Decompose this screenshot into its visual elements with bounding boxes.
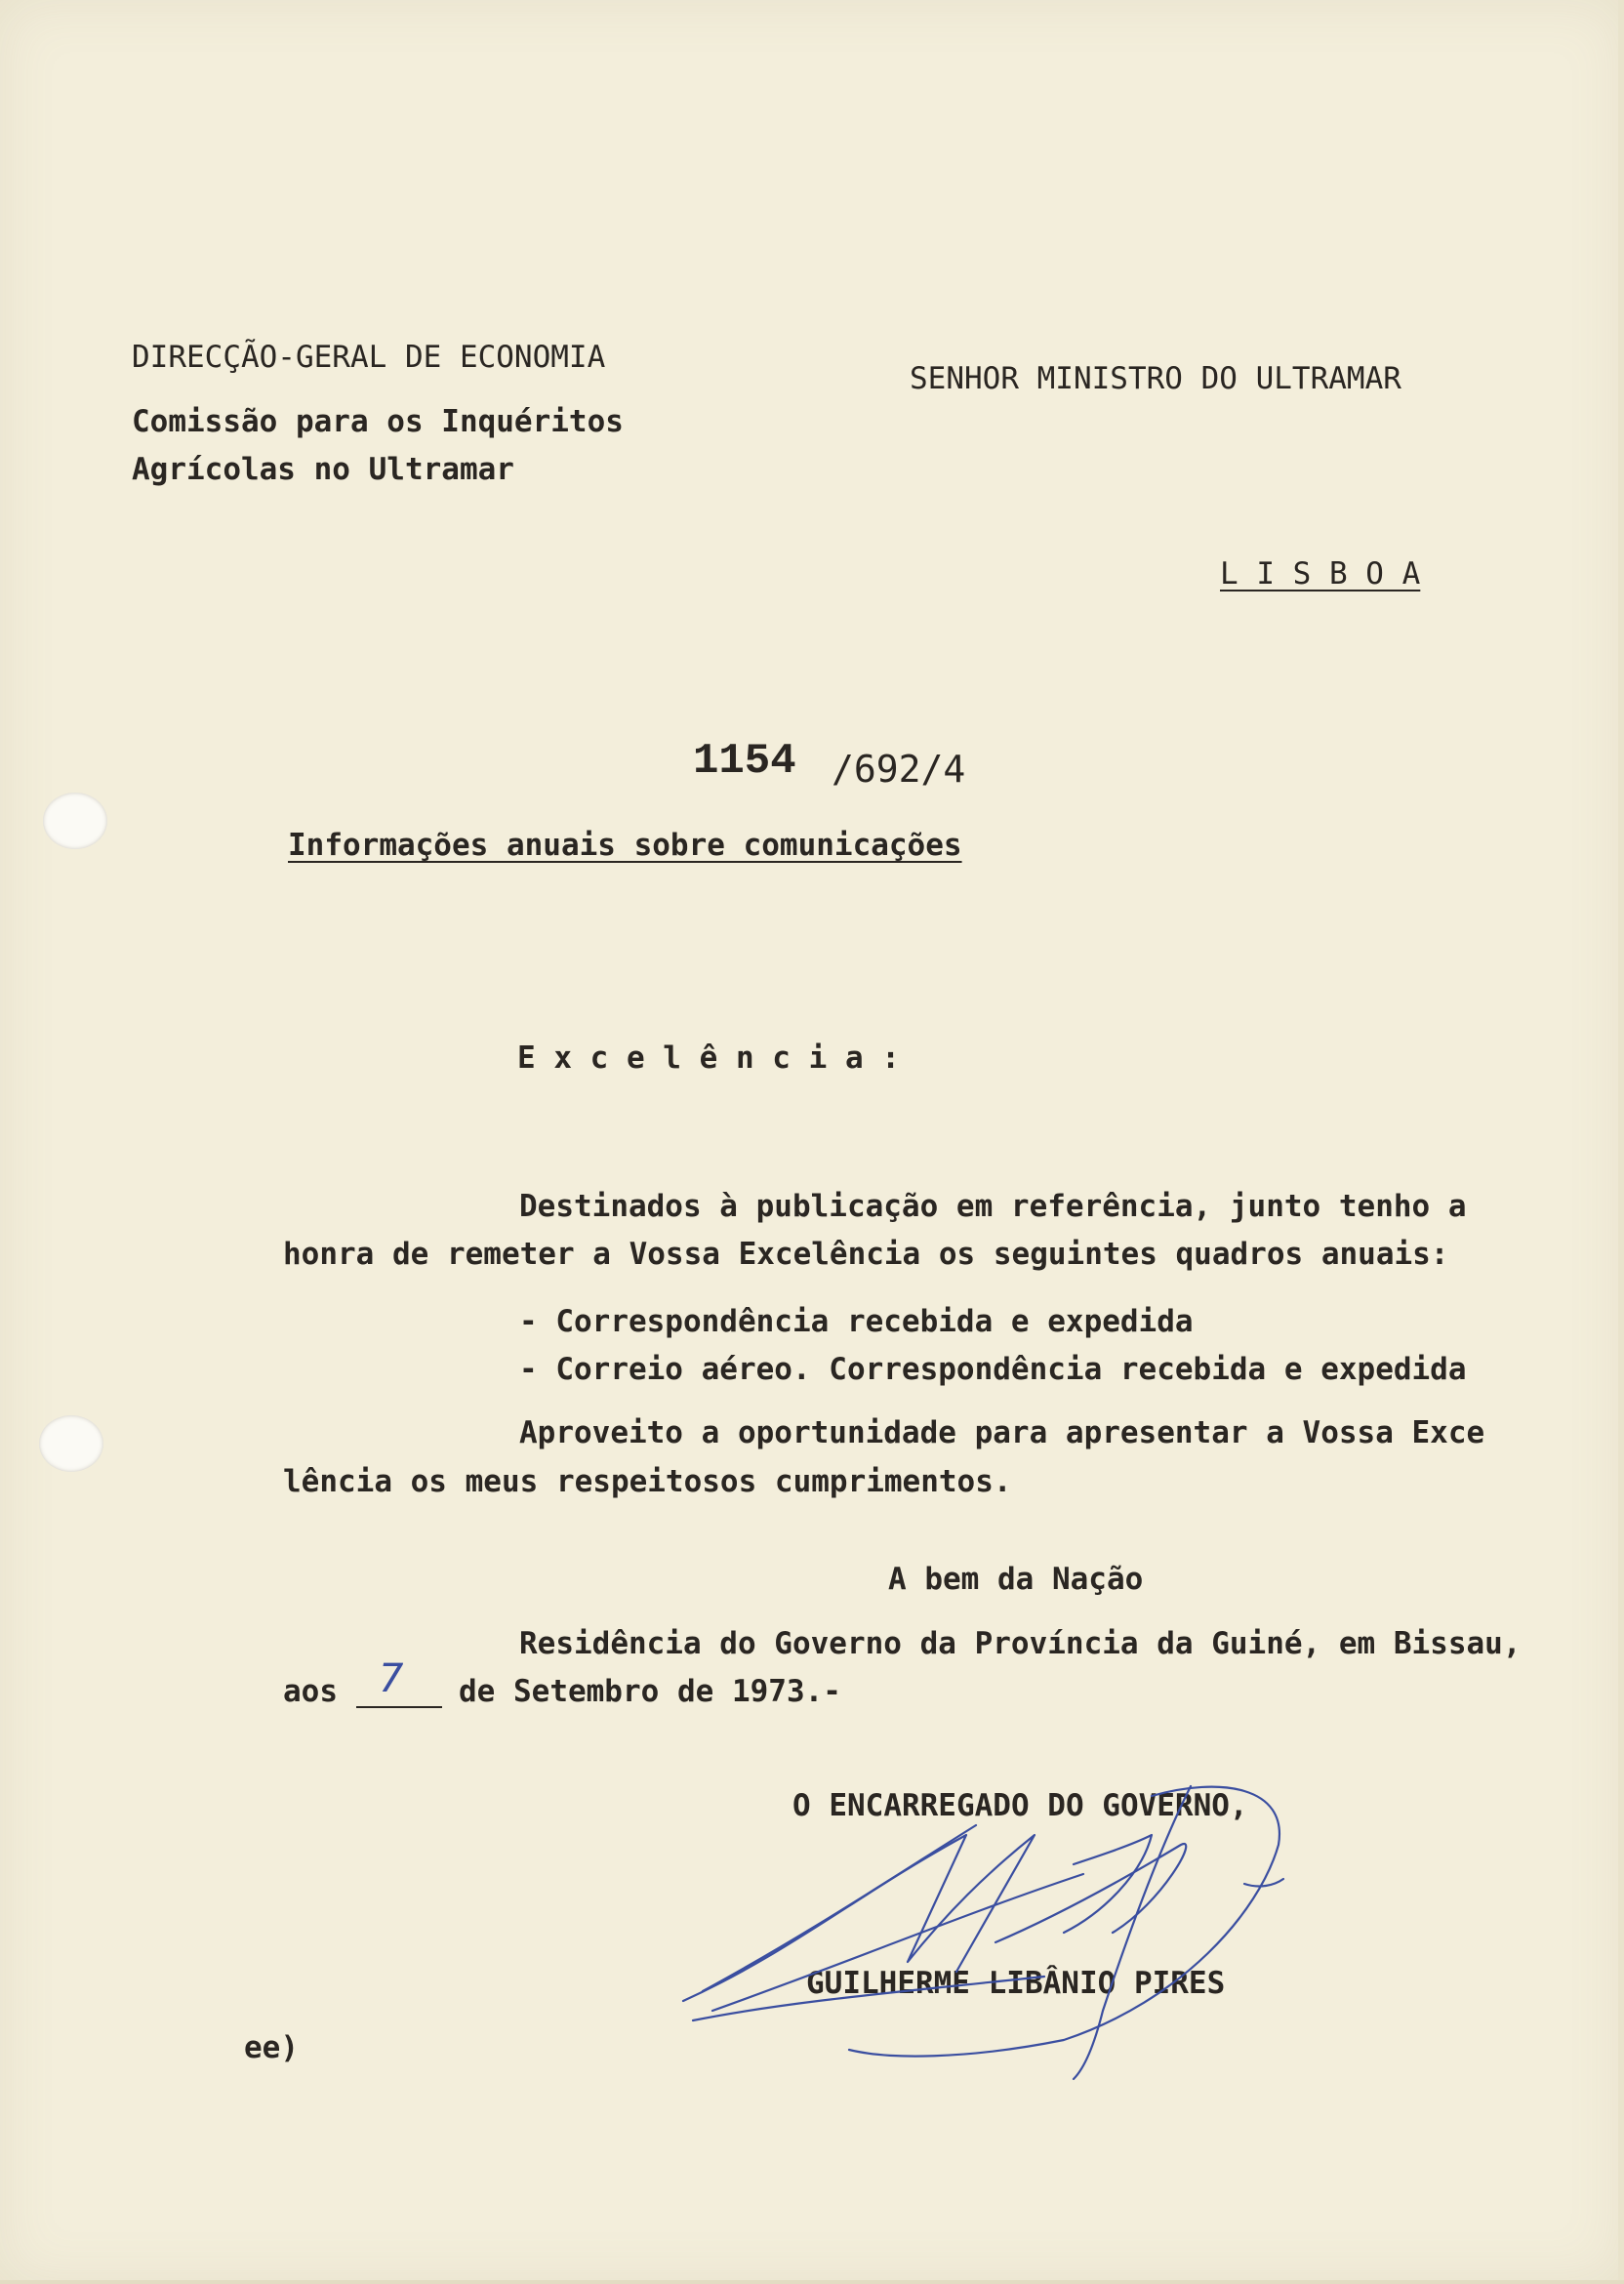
- recipient-city: L I S B O A: [1220, 556, 1421, 591]
- commission-line2: Agrícolas no Ultramar: [132, 452, 514, 487]
- motto: A bem da Nação: [888, 1562, 1144, 1597]
- punch-hole-bottom: [39, 1415, 103, 1472]
- subject-line: Informações anuais sobre comunicações: [288, 828, 962, 863]
- org-name: DIRECÇÃO-GERAL DE ECONOMIA: [132, 340, 606, 375]
- date-prefix: aos: [283, 1674, 338, 1709]
- reference-number: /692/4: [832, 748, 966, 791]
- handwritten-signature: [673, 1767, 1298, 2089]
- paper-edge: [1618, 0, 1624, 2284]
- signatory-name: GUILHERME LIBÂNIO PIRES: [806, 1966, 1226, 2001]
- signatory-title: O ENCARREGADO DO GOVERNO,: [792, 1788, 1248, 1823]
- recipient: SENHOR MINISTRO DO ULTRAMAR: [910, 361, 1401, 396]
- reference-stamp: 1154: [693, 737, 796, 786]
- paper-edge-bottom: [0, 2280, 1624, 2284]
- date-day-handwritten: 7: [379, 1656, 404, 1701]
- date-suffix: de Setembro de 1973.-: [459, 1674, 841, 1709]
- place-line: Residência do Governo da Província da Guiné, em Bissau,: [519, 1626, 1522, 1661]
- paragraph-1-line-1: Destinados à publicação em referência, junto tenho a: [519, 1189, 1467, 1224]
- date-blank-line: [356, 1706, 442, 1708]
- paragraph-2-line-2: lência os meus respeitosos cumprimentos.: [283, 1464, 1012, 1499]
- commission-line1: Comissão para os Inquéritos: [132, 404, 624, 439]
- salutation: E x c e l ê n c i a :: [517, 1040, 900, 1076]
- paragraph-1-line-2: honra de remeter a Vossa Excelência os seguintes quadros anuais:: [283, 1237, 1449, 1272]
- footer-mark: ee): [244, 2030, 299, 2065]
- list-item-2: - Correio aéreo. Correspondência recebida e expedida: [519, 1352, 1467, 1387]
- punch-hole-top: [43, 793, 107, 849]
- list-item-1: - Correspondência recebida e expedida: [519, 1304, 1194, 1339]
- paragraph-2-line-1: Aproveito a oportunidade para apresentar a Vossa Exce: [519, 1415, 1485, 1450]
